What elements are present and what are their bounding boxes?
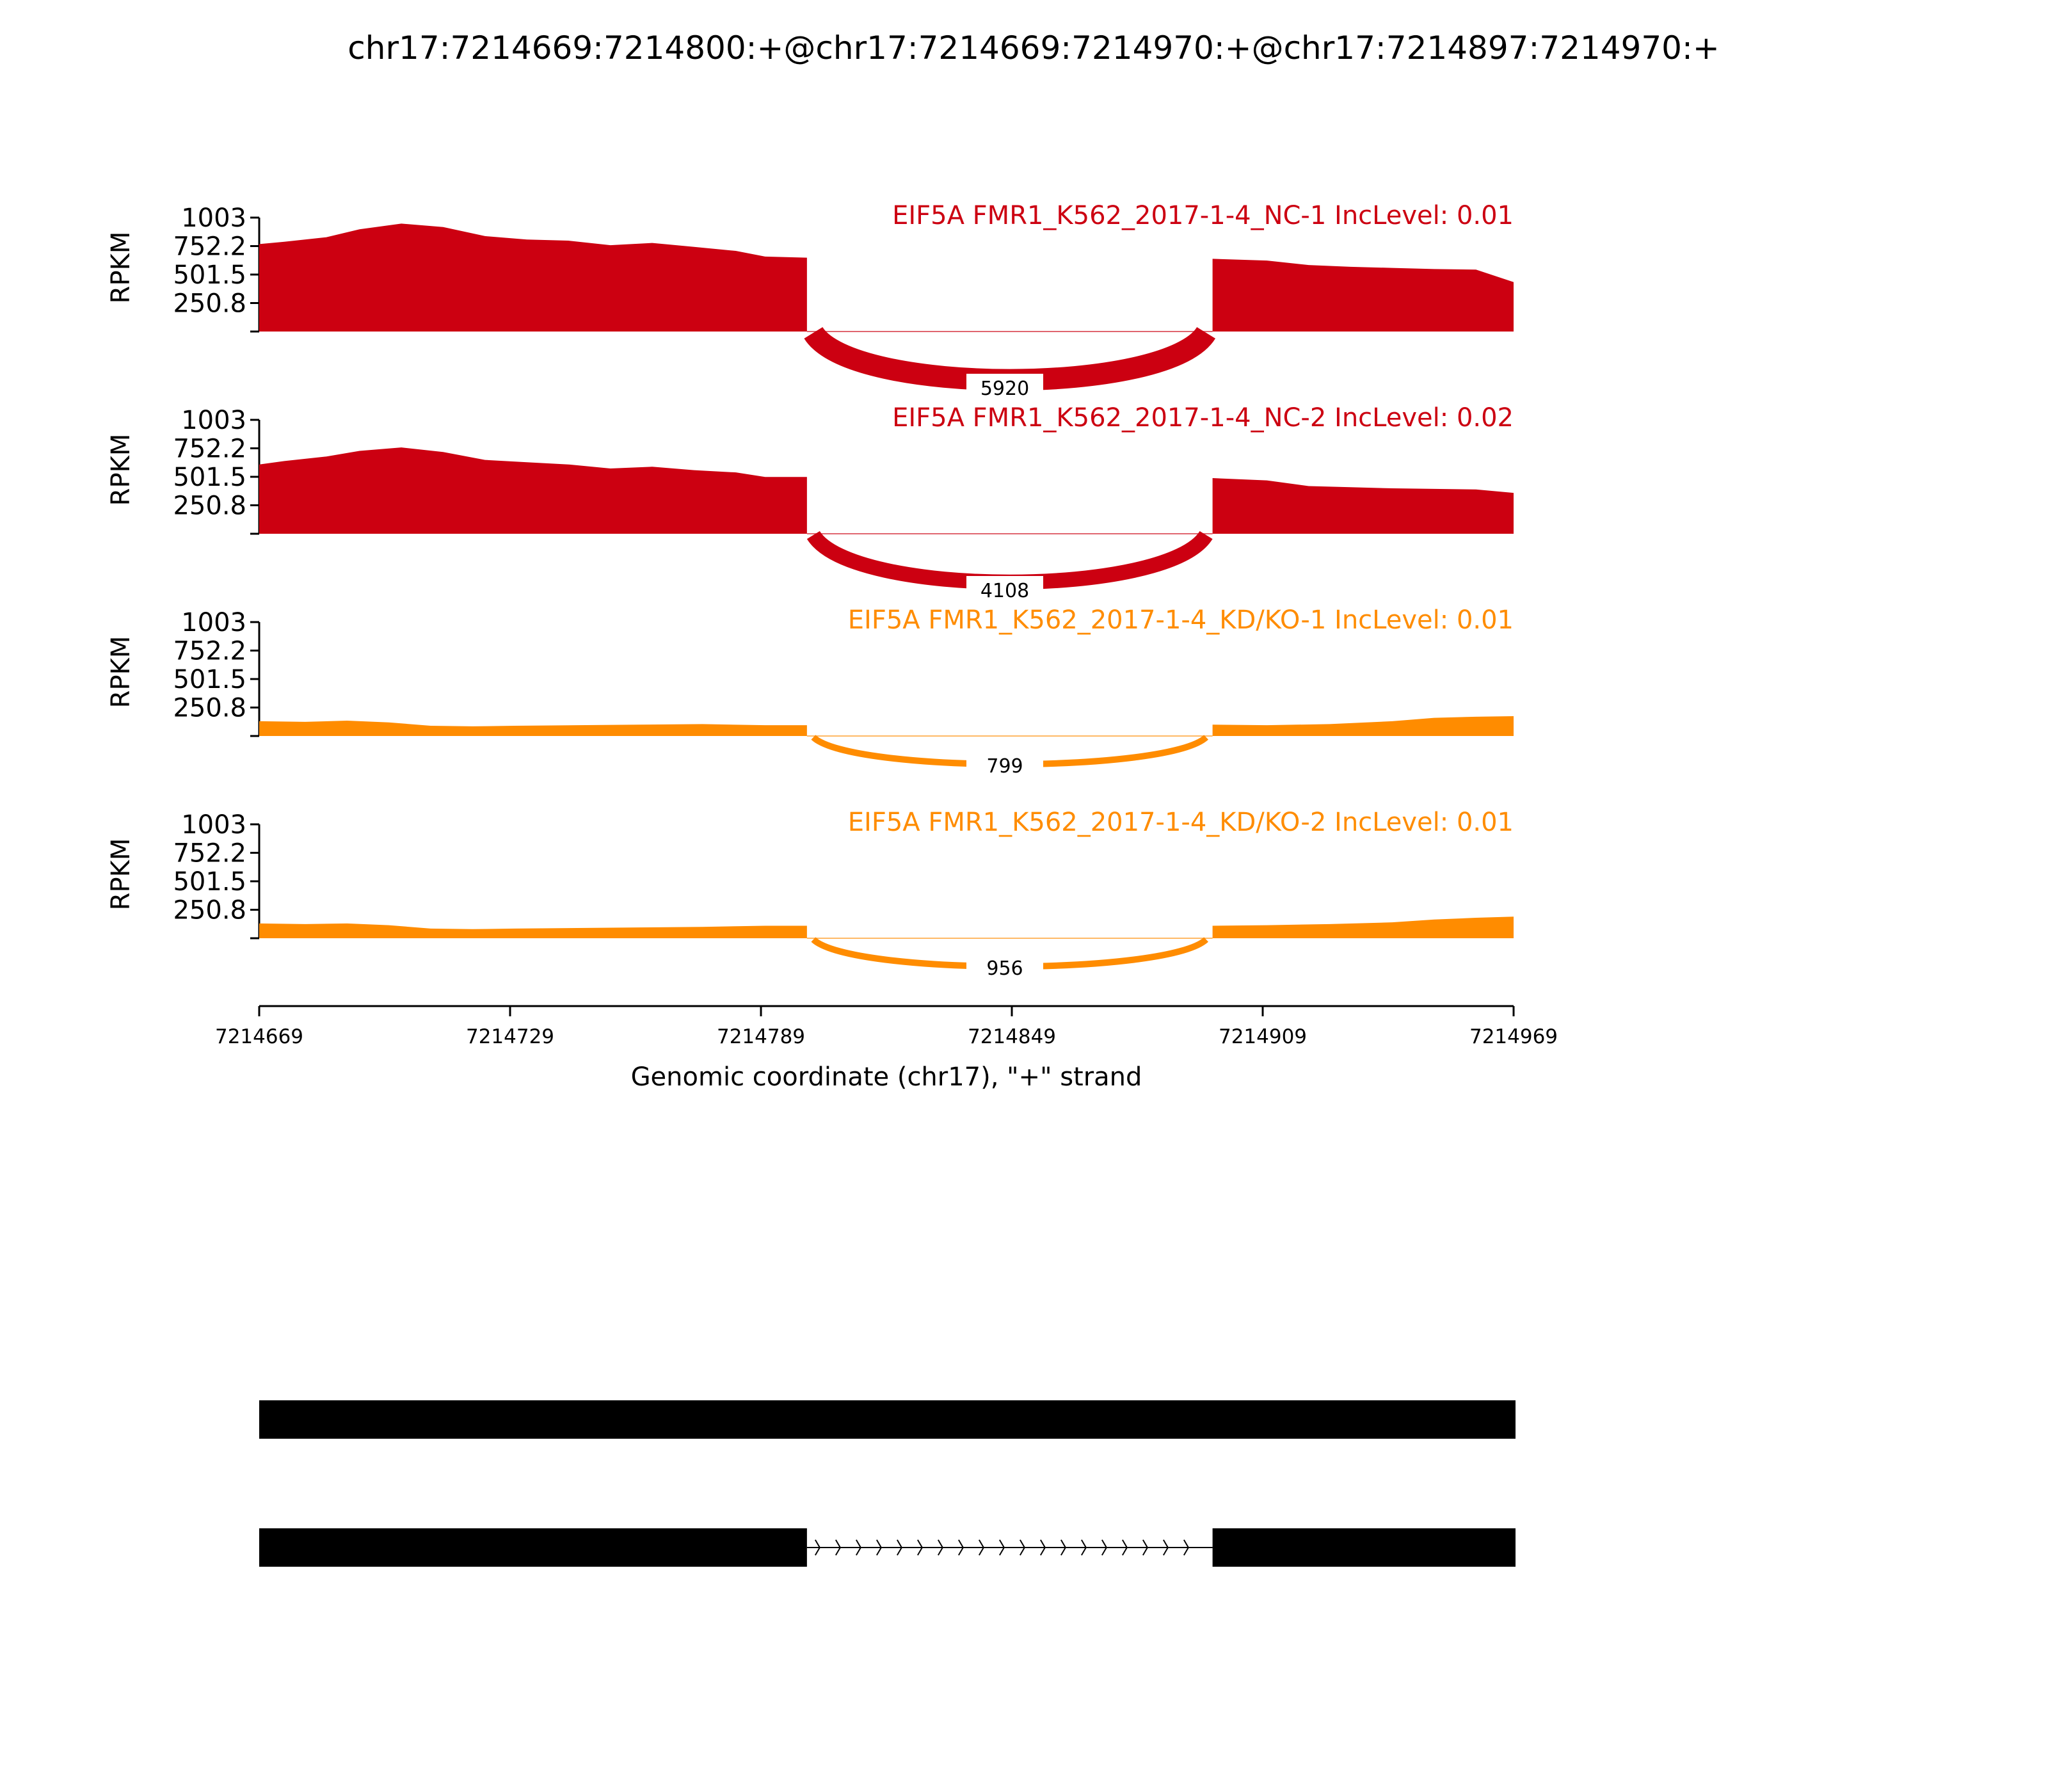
isoform-inclusion xyxy=(259,1400,1516,1439)
junction-arc xyxy=(813,535,1206,582)
x-tick-label: 7214729 xyxy=(465,1025,555,1048)
coverage-tracks xyxy=(106,201,1514,982)
coverage-area xyxy=(259,223,807,332)
junction-arc xyxy=(813,333,1206,380)
x-tick-label: 7214909 xyxy=(1218,1025,1308,1048)
y-tick-label: 752.2 xyxy=(173,838,246,868)
y-axis-label: RPKM xyxy=(106,433,136,506)
exon-block xyxy=(1213,1528,1516,1567)
track-1 xyxy=(106,201,1514,402)
coverage-area xyxy=(1213,716,1514,736)
sample-label: EIF5A FMR1_K562_2017-1-4_KD/KO-1 IncLevel: 0.01 xyxy=(847,605,1514,635)
isoform-models xyxy=(259,1400,1516,1567)
y-tick-label: 250.8 xyxy=(173,289,246,319)
sample-label: EIF5A FMR1_K562_2017-1-4_KD/KO-2 IncLevel: 0.01 xyxy=(847,808,1514,837)
y-tick-label: 501.5 xyxy=(173,665,246,694)
y-tick-label: 1003 xyxy=(181,204,246,233)
y-axis-label: RPKM xyxy=(106,231,136,304)
y-tick-label: 1003 xyxy=(181,810,246,840)
coverage-area xyxy=(259,721,807,736)
junction-read-count: 956 xyxy=(986,957,1023,980)
junction-read-count: 5920 xyxy=(980,378,1030,400)
coverage-area xyxy=(259,924,807,938)
chart-title: chr17:7214669:7214800:+@chr17:7214669:7214970:+@chr17:7214897:7214970:+ xyxy=(348,29,1720,67)
exon-block xyxy=(259,1528,807,1567)
y-tick-label: 501.5 xyxy=(173,867,246,897)
x-tick-label: 7214849 xyxy=(967,1025,1057,1048)
exon-block xyxy=(259,1400,1516,1439)
y-tick-label: 752.2 xyxy=(173,636,246,666)
y-tick-label: 752.2 xyxy=(173,434,246,464)
track-2 xyxy=(106,403,1514,604)
y-tick-label: 1003 xyxy=(181,406,246,435)
y-axis-label: RPKM xyxy=(106,838,136,911)
sample-label: EIF5A FMR1_K562_2017-1-4_NC-2 IncLevel: 0.02 xyxy=(892,403,1514,433)
x-tick-label: 7214969 xyxy=(1469,1025,1558,1048)
coverage-area xyxy=(1213,259,1514,332)
coverage-area xyxy=(259,447,807,534)
junction-read-count: 4108 xyxy=(980,580,1030,602)
y-axis-label: RPKM xyxy=(106,636,136,708)
y-tick-label: 501.5 xyxy=(173,463,246,492)
y-tick-label: 250.8 xyxy=(173,693,246,723)
coverage-area xyxy=(1213,916,1514,938)
junction-read-count: 799 xyxy=(986,755,1023,778)
y-tick-label: 1003 xyxy=(181,608,246,637)
sample-label: EIF5A FMR1_K562_2017-1-4_NC-1 IncLevel: 0.01 xyxy=(892,201,1514,230)
y-tick-label: 752.2 xyxy=(173,232,246,262)
track-3 xyxy=(106,605,1514,780)
track-4 xyxy=(106,808,1514,982)
coverage-area xyxy=(1213,478,1514,534)
y-tick-label: 250.8 xyxy=(173,491,246,521)
x-tick-label: 7214789 xyxy=(716,1025,806,1048)
isoform-skipping xyxy=(259,1528,1516,1567)
x-axis xyxy=(215,1006,1558,1048)
y-tick-label: 250.8 xyxy=(173,895,246,925)
x-axis-label: Genomic coordinate (chr17), "+" strand xyxy=(630,1062,1142,1092)
x-tick-label: 7214669 xyxy=(214,1025,304,1048)
y-tick-label: 501.5 xyxy=(173,260,246,290)
